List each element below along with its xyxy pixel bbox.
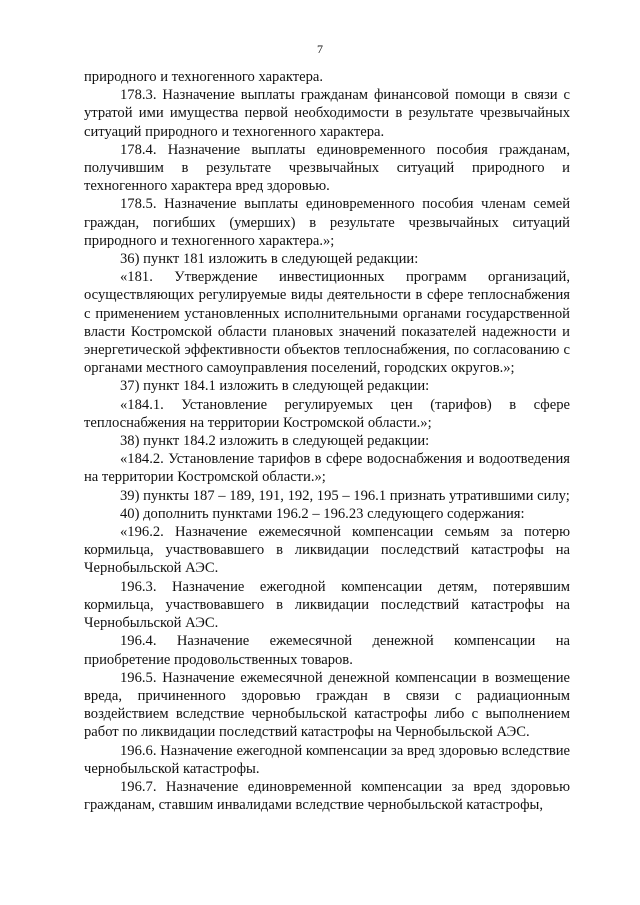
paragraph-196-7: 196.7. Назначение единовременной компенсации за вред здоровью гражданам, ставшим инвалидами вследствие чернобыльской катастрофы, <box>84 778 570 814</box>
paragraph-196-5: 196.5. Назначение ежемесячной денежной компенсации в возмещение вреда, причиненного здоровью граждан в связи с радиационным воздействием вследствие чернобыльской катастрофы либо с выполнением работ по ликвидации последствий катастрофы на Чернобыльской АЭС. <box>84 669 570 741</box>
paragraph-item-40: 40) дополнить пунктами 196.2 – 196.23 следующего содержания: <box>120 505 525 522</box>
paragraph-item-38: 38) пункт 184.2 изложить в следующей редакции: <box>120 433 430 450</box>
document-body <box>84 68 570 814</box>
paragraph-continuation: природного и техногенного характера. <box>84 69 324 85</box>
paragraph-178-5: 178.5. Назначение выплаты единовременного пособия членам семей граждан, погибших (умерших) в результате чрезвычайных ситуаций природного и техногенного характера.»; <box>84 196 570 249</box>
paragraph-196-2: «196.2. Назначение ежемесячной компенсации семьям за потерю кормильца, участвовавшего в ликвидации последствий катастрофы на Чернобыльской АЭС. <box>84 524 570 577</box>
paragraph-item-37: 37) пункт 184.1 изложить в следующей редакции: <box>120 378 430 395</box>
paragraph-184-1: «184.1. Установление регулируемых цен (тарифов) в сфере теплоснабжения на территории Костромской области.»; <box>84 396 570 431</box>
paragraph-184-2: «184.2. Установление тарифов в сфере водоснабжения и водоотведения на территории Костромской области.»; <box>84 451 570 486</box>
paragraph-196-6: 196.6. Назначение ежегодной компенсации за вред здоровью вследствие чернобыльской катастрофы. <box>84 742 570 777</box>
paragraph-item-36: 36) пункт 181 изложить в следующей редакции: <box>120 251 419 268</box>
paragraph-196-3: 196.3. Назначение ежегодной компенсации детям, потерявшим кормильца, участвовавшего в ликвидации последствий катастрофы на Чернобыльской АЭС. <box>84 578 570 632</box>
paragraph-178-4: 178.4. Назначение выплаты единовременного пособия гражданам, получившим в результате чрезвычайных ситуаций природного и техногенного характера вред здоровью. <box>84 141 570 195</box>
page-number: 7 <box>317 42 323 56</box>
paragraph-item-39: 39) пункты 187 – 189, 191, 192, 195 – 196.1 признать утратившими силу; <box>120 487 570 504</box>
paragraph-178-3: 178.3. Назначение выплаты гражданам финансовой помощи в связи с утратой ими имущества первой необходимости в результате чрезвычайных ситуаций природного и техногенного характера. <box>84 87 570 140</box>
paragraph-196-4: 196.4. Назначение ежемесячной денежной компенсации на приобретение продовольственных товаров. <box>84 633 570 668</box>
paragraph-181: «181. Утверждение инвестиционных программ организаций, осуществляющих регулируемые виды деятельности в сфере теплоснабжения с применением установленных исполнительными органами государственной власти Костромской области плановых значений показателей надежности и энергетической эффективности объектов теплоснабжения, по согласованию с органами местного самоуправления поселений, городских округов.»; <box>84 269 570 377</box>
